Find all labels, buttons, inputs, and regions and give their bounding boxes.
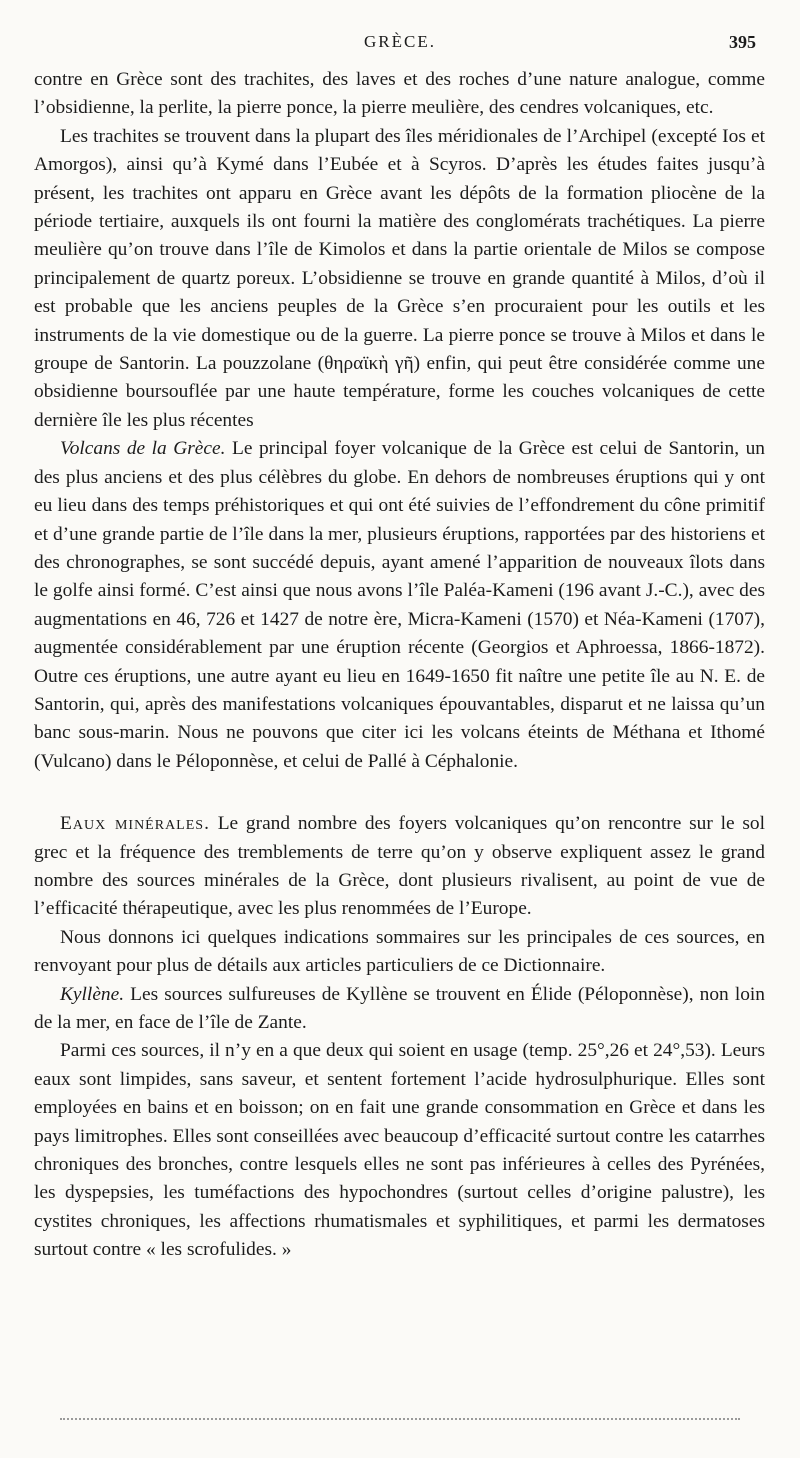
paragraph-trachites: Les trachites se trouvent dans la plupart des îles méridionales de l’Archipel (excepté Ios et Amorgos), ainsi qu’à Kymé dans l’Eubée et à Scyros. D’après les études faites jusqu’à présent, les trachites ont apparu en Grèce avant les dépôts de la formation pliocène de la période tertiaire, auxquels ils ont fourni la matière des conglomérats trachétiques. La pierre meulière qu’on trouve dans l’île de Kimolos et dans la partie orientale de Milos se compose principalement de quartz poreux. L’obsidienne se trouve en grande quantité à Milos, d’où il est probable que les anciens peuples de la Grèce s’en procuraient pour les outils et les instruments de la vie domestique ou de la guerre. La pierre ponce se trouve à Milos et dans le groupe de Santorin. La pouzzolane (θηραϊκὴ γῆ) enfin, qui peut être considérée comme une obsidienne boursouflée par une haute température, forme les couches volcaniques de cette dernière île les plus récentes	[34, 125, 765, 431]
section-heading-kyllene: Kyllène.	[60, 983, 125, 1005]
section-heading-eaux-minerales: Eaux minérales.	[60, 813, 210, 835]
paragraph-indications: Nous donnons ici quelques indications sommaires sur les principales de ces sources, en renvoyant pour plus de détails aux articles particuliers de ce Dictionnaire.	[34, 926, 765, 977]
paragraph-volcans	[34, 435, 765, 776]
body-text	[34, 66, 765, 1265]
paragraph-kyllene-text: Les sources sulfureuses de Kyllène se trouvent en Élide (Péloponnèse), non loin de la mer, en face de l’île de Zante.	[34, 983, 765, 1033]
paragraph-eaux-minerales	[34, 810, 765, 924]
paragraph-continuation: contre en Grèce sont des trachites, des laves et des roches d’une nature analogue, comme l’obsidienne, la perlite, la pierre ponce, la pierre meulière, des cendres volcaniques, etc.	[34, 69, 765, 119]
footer-rule	[60, 1418, 740, 1420]
section-heading-volcans: Volcans de la Grèce.	[60, 438, 226, 460]
running-head: GRÈCE.	[364, 32, 436, 51]
paragraph-eaux-minerales-text: Le grand nombre des foyers volcaniques qu’on rencontre sur le sol grec et la fréquence des tremblements de terre qu’on y observe expliquent assez le grand nombre des sources minérales de la Grèce, dont plusieurs rivalisent, au point de vue de l’efficacité thérapeutique, avec les plus renommées de l’Europe.	[34, 813, 765, 920]
page-header	[0, 32, 800, 56]
paragraph-sources-usage: Parmi ces sources, il n’y en a que deux qui soient en usage (temp. 25°,26 et 24°,53). Leurs eaux sont limpides, sans saveur, et sentent fortement l’acide hydrosulphurique. Elles sont employées en bains et en boisson; on en fait une grande consommation en Grèce et dans les pays limitrophes. Elles sont conseillées avec beaucoup d’efficacité surtout contre les catarrhes chroniques des bronches, contre lesquels elles ne sont pas inférieures à celles des Pyrénées, les dyspepsies, les tuméfactions des hypochondres (surtout celles d’origine palustre), les cystites chroniques, les affections rhumatismales et syphilitiques, et parmi les dermatoses surtout contre « les scrofulides. »	[34, 1040, 765, 1261]
paragraph-volcans-text: Le principal foyer volcanique de la Grèce est celui de Santorin, un des plus anciens et des plus célèbres du globe. En dehors de nombreuses éruptions qui y ont eu lieu dans des temps préhistoriques et qui ont été suivies de l’effondrement du cône primitif et d’une grande partie de l’île dans la mer, plusieurs éruptions, rapportées par des historiens et des chronographes, se sont succédé depuis, ayant amené l’apparition de nouveaux îlots dans le golfe ainsi formé. C’est ainsi que nous avons l’île Paléa-Kameni (196 avant J.-C.), avec des augmentations en 46, 726 et 1427 de notre ère, Micra-Kameni (1570) et Néa-Kameni (1707), augmentée considérablement par une éruption récente (Georgios et Aphroessa, 1866-1872). Outre ces éruptions, une autre ayant eu lieu en 1649-1650 fit naître une petite île au N. E. de Santorin, qui, après des manifestations volcaniques épouvantables, disparut et ne laissa qu’un banc sous-marin. Nous ne pouvons que citer ici les volcans éteints de Méthana et Ithomé (Vulcano) dans le Péloponnèse, et celui de Pallé à Céphalonie.	[34, 438, 766, 772]
paragraph-kyllene	[34, 981, 765, 1038]
page-number: 395	[729, 32, 756, 52]
